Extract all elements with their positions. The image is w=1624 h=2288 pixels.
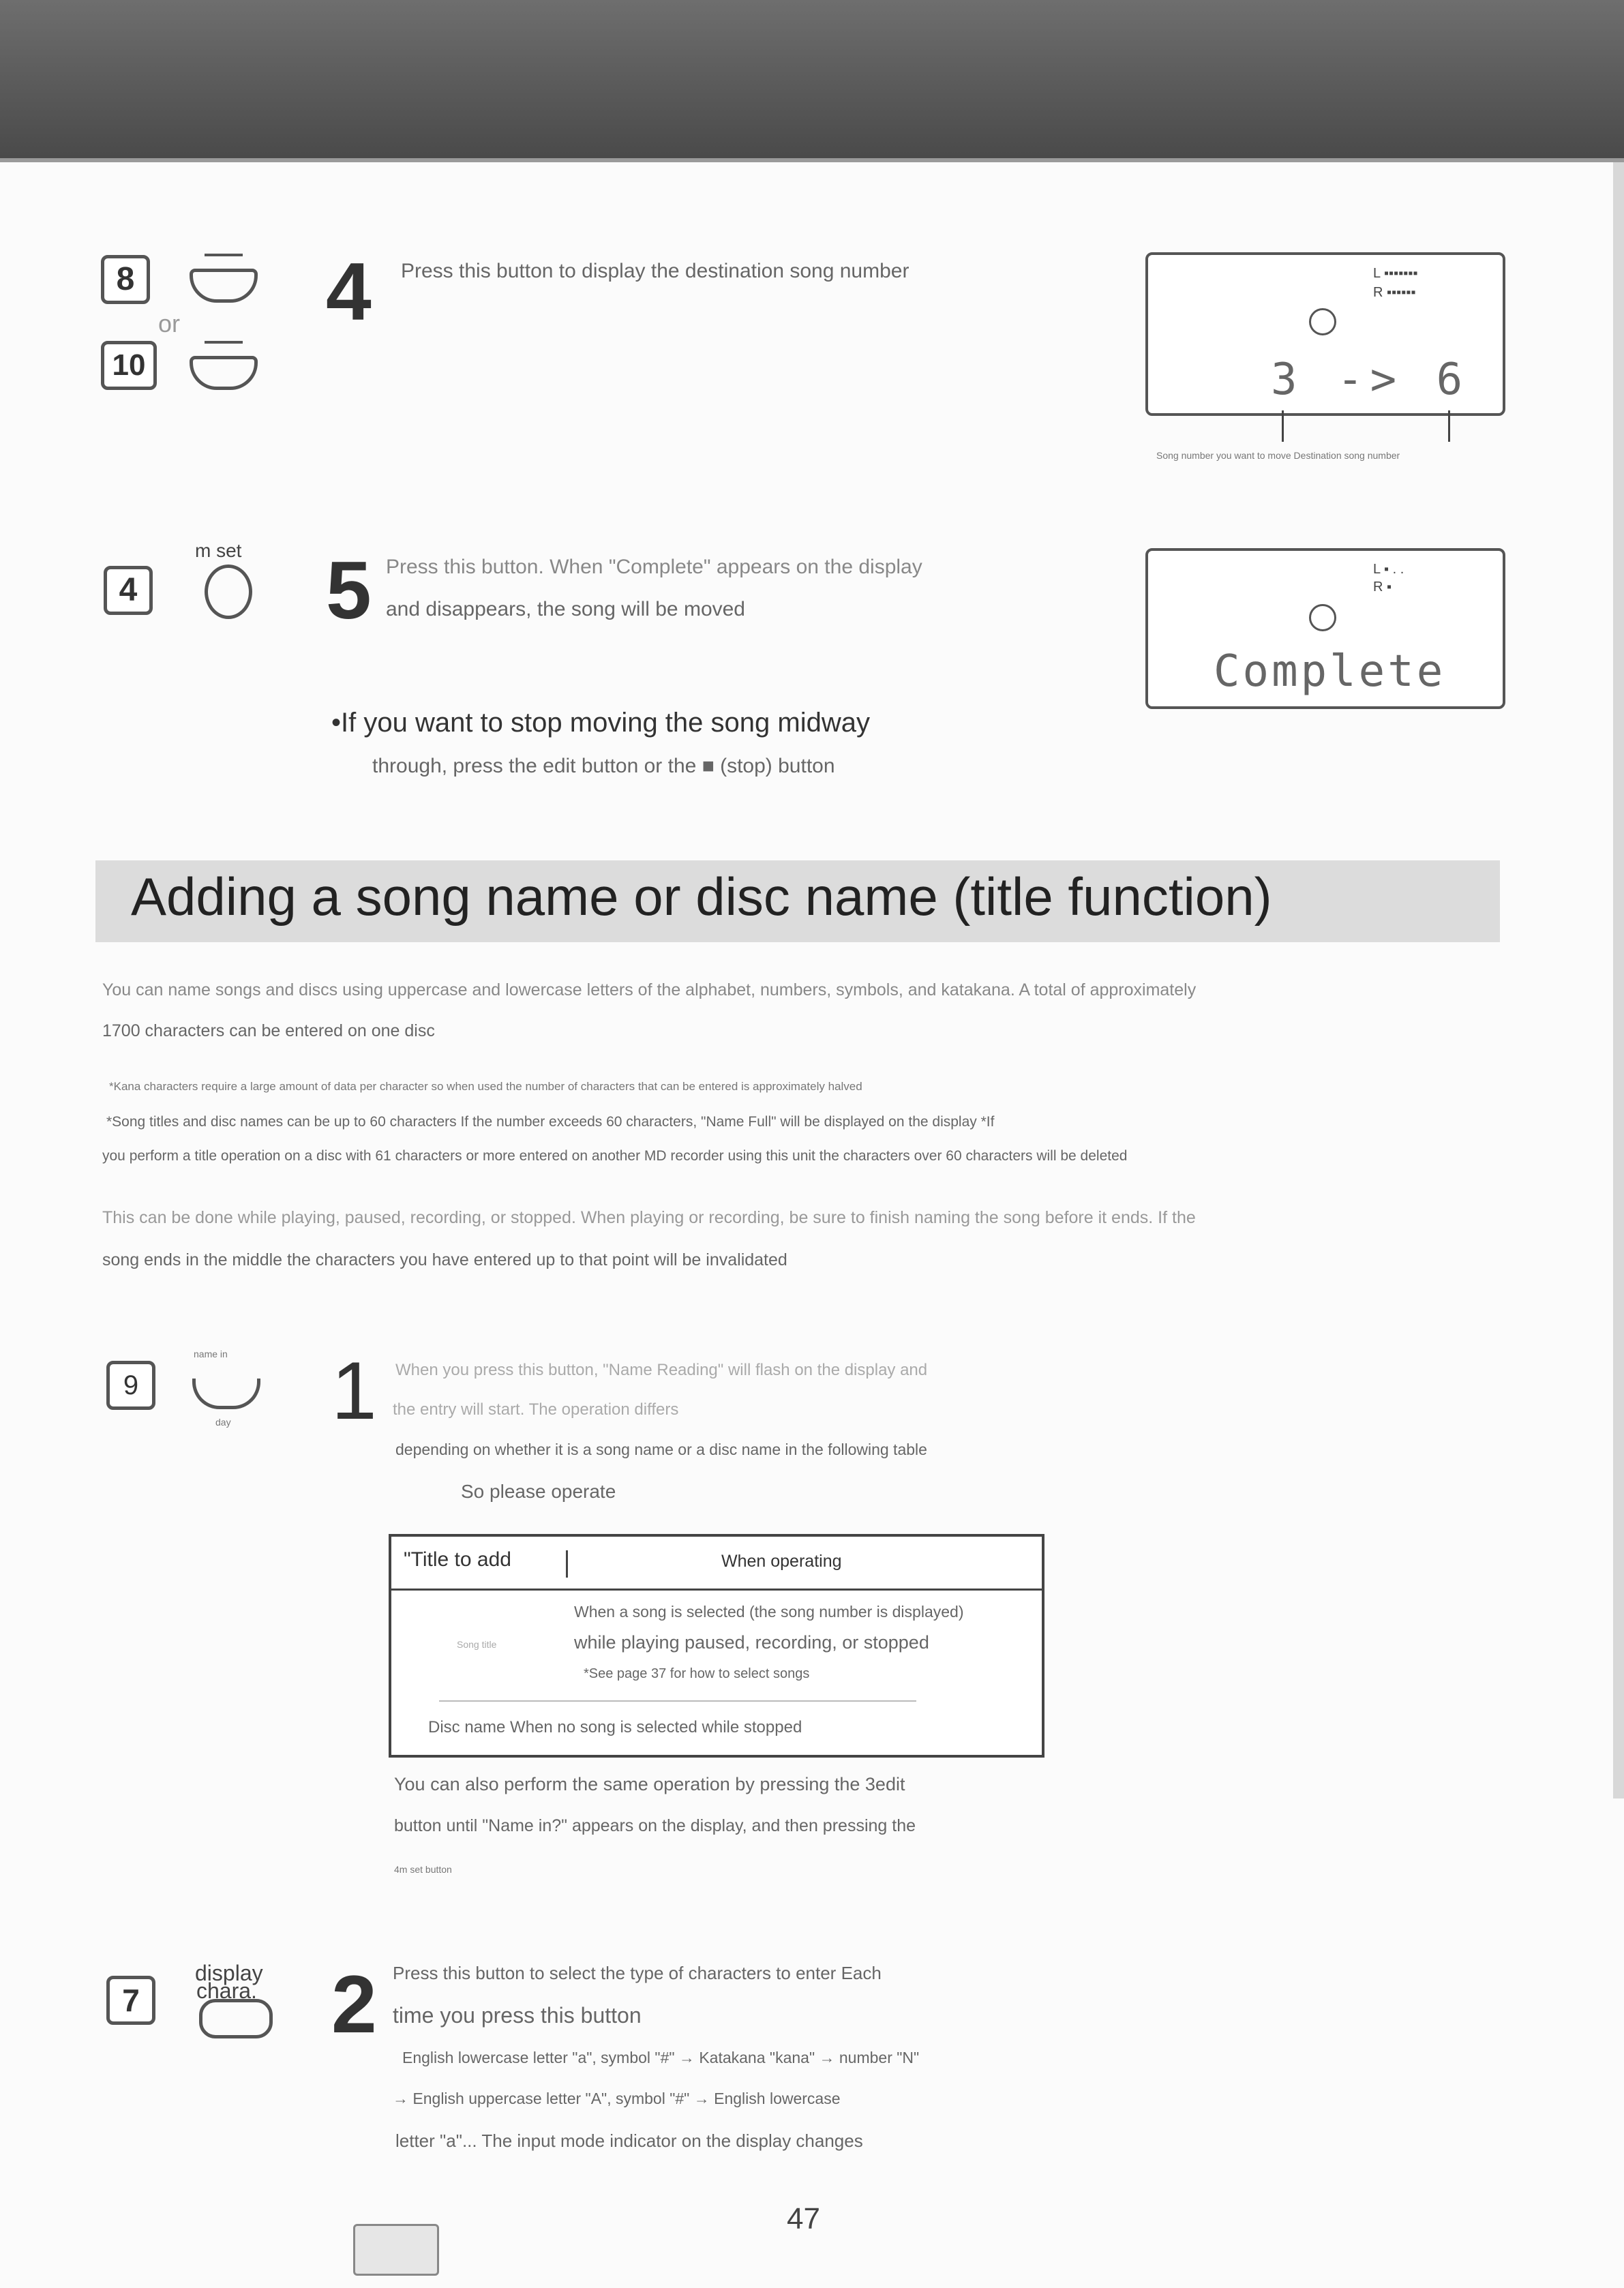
step-number-2: 2: [331, 1959, 377, 2050]
step1-line3: depending on whether it is a song name or a disc name in the following table: [395, 1441, 927, 1458]
level-meter-icon: L ▪▪▪▪▪▪▪: [1373, 266, 1418, 281]
step2-line3: English lowercase letter "a", symbol "#" → Katakana "kana" → number "N": [402, 2049, 920, 2066]
step4-instruction: Press this button to display the destination song number: [401, 260, 909, 282]
step1-line1: When you press this button, "Name Reading" will flash on the display and: [395, 1361, 928, 1379]
disc-icon: [1309, 308, 1336, 335]
key-badge-10: 10: [101, 341, 157, 390]
table-row1-label: Song title: [457, 1639, 497, 1650]
lcd-song-digits: 3 -> 6: [1271, 355, 1470, 405]
table-row-rule: [439, 1700, 916, 1702]
fine-print-1: *Kana characters require a large amount of data per character so when used the number of characters that can be entered is approximately halved: [109, 1080, 862, 1093]
day-label: day: [215, 1417, 231, 1428]
step2-line1: Press this button to select the type of characters to enter Each: [393, 1963, 882, 1983]
display-button-label-line2: chara.: [196, 1978, 257, 2003]
forward-button-icon: [190, 254, 258, 301]
step2-line2: time you press this button: [393, 2003, 642, 2028]
header-bar: [0, 0, 1624, 158]
key-badge-9: 9: [106, 1361, 155, 1410]
operation-table: [389, 1534, 1044, 1758]
step5-instruction-line2: and disappears, the song will be moved: [386, 598, 745, 620]
tab-marker-icon: [353, 2224, 439, 2276]
table-row1-line2: while playing paused, recording, or stopped: [574, 1632, 929, 1653]
disc-icon: [1309, 604, 1336, 631]
callout-line: [1448, 410, 1450, 442]
level-meter-icon: R ▪▪▪▪▪▪: [1373, 285, 1416, 300]
fine-print-2: *Song titles and disc names can be up to 60 characters If the number exceeds 60 characters, "Name Full" will be displayed on the display *If: [106, 1114, 995, 1130]
or-label: or: [158, 310, 181, 337]
back-button-icon: [190, 341, 258, 389]
body-line1: This can be done while playing, paused, recording, or stopped. When playing or recording, be sure to finish naming the song before it ends. If the: [102, 1208, 1196, 1227]
intro-line1: You can name songs and discs using uppercase and lowercase letters of the alphabet, numbers, symbols, and katakana. A total of approximately: [102, 980, 1197, 999]
step2-line4: → English uppercase letter "A", symbol "#" → English lowercase: [393, 2090, 841, 2107]
display-button-icon: [199, 1999, 273, 2038]
lcd-display-complete: [1145, 548, 1505, 709]
step-number-1: 1: [331, 1345, 377, 1436]
table-row1-line3: *See page 37 for how to select songs: [584, 1666, 810, 1681]
intro-line2: 1700 characters can be entered on one disc: [102, 1021, 435, 1040]
step-number-4: 4: [326, 246, 372, 337]
lcd-caption: Song number you want to move Destination song number: [1156, 450, 1400, 461]
page-number: 47: [787, 2202, 820, 2236]
display-button-label-line1: display: [195, 1961, 263, 1985]
lcd-complete-text: Complete: [1214, 646, 1446, 697]
namein-button-label: name in: [194, 1349, 228, 1359]
note-text: through, press the edit button or the ■ (stop) button: [372, 755, 835, 777]
step1-line4: So please operate: [461, 1481, 616, 1502]
mset-button-label: m set: [195, 540, 242, 561]
mset-button-icon: [205, 565, 252, 619]
page-edge: [1613, 162, 1624, 1798]
section-heading: Adding a song name or disc name (title function): [131, 867, 1272, 927]
table-header-rule: [391, 1589, 1042, 1591]
table-row1-line1: When a song is selected (the song number is displayed): [574, 1603, 964, 1621]
namein-button-icon: [192, 1370, 260, 1414]
key-badge-7: 7: [106, 1976, 155, 2025]
table-header-title: "Title to add: [404, 1548, 511, 1571]
fine-print-3: you perform a title operation on a disc with 61 characters or more entered on another MD recorder using this unit the characters over 60 characters will be deleted: [102, 1148, 1128, 1164]
table-header-divider: [566, 1550, 568, 1578]
step1-after2: button until "Name in?" appears on the display, and then pressing the: [394, 1816, 916, 1835]
step1-after1: You can also perform the same operation by pressing the 3edit: [394, 1774, 905, 1794]
header-divider: [0, 158, 1624, 162]
step5-instruction-line1: Press this button. When "Complete" appears on the display: [386, 556, 922, 578]
key-badge-8: 8: [101, 255, 150, 304]
level-meter-icon: L ▪ . .: [1373, 562, 1404, 577]
callout-line: [1282, 410, 1284, 442]
step-number-5: 5: [326, 545, 372, 636]
table-header-operating: When operating: [721, 1552, 842, 1571]
step2-line5: letter "a"... The input mode indicator on the display changes: [395, 2131, 863, 2151]
note-heading: •If you want to stop moving the song midway: [331, 708, 870, 738]
body-line2: song ends in the middle the characters you have entered up to that point will be invalidated: [102, 1250, 787, 1269]
lcd-display-move: [1145, 252, 1505, 416]
key-badge-4: 4: [104, 566, 153, 615]
level-meter-icon: R ▪: [1373, 579, 1392, 594]
step1-line2: the entry will start. The operation differs: [393, 1400, 679, 1419]
table-row2: Disc name When no song is selected while stopped: [428, 1718, 802, 1736]
step1-after3: 4m set button: [394, 1864, 452, 1875]
